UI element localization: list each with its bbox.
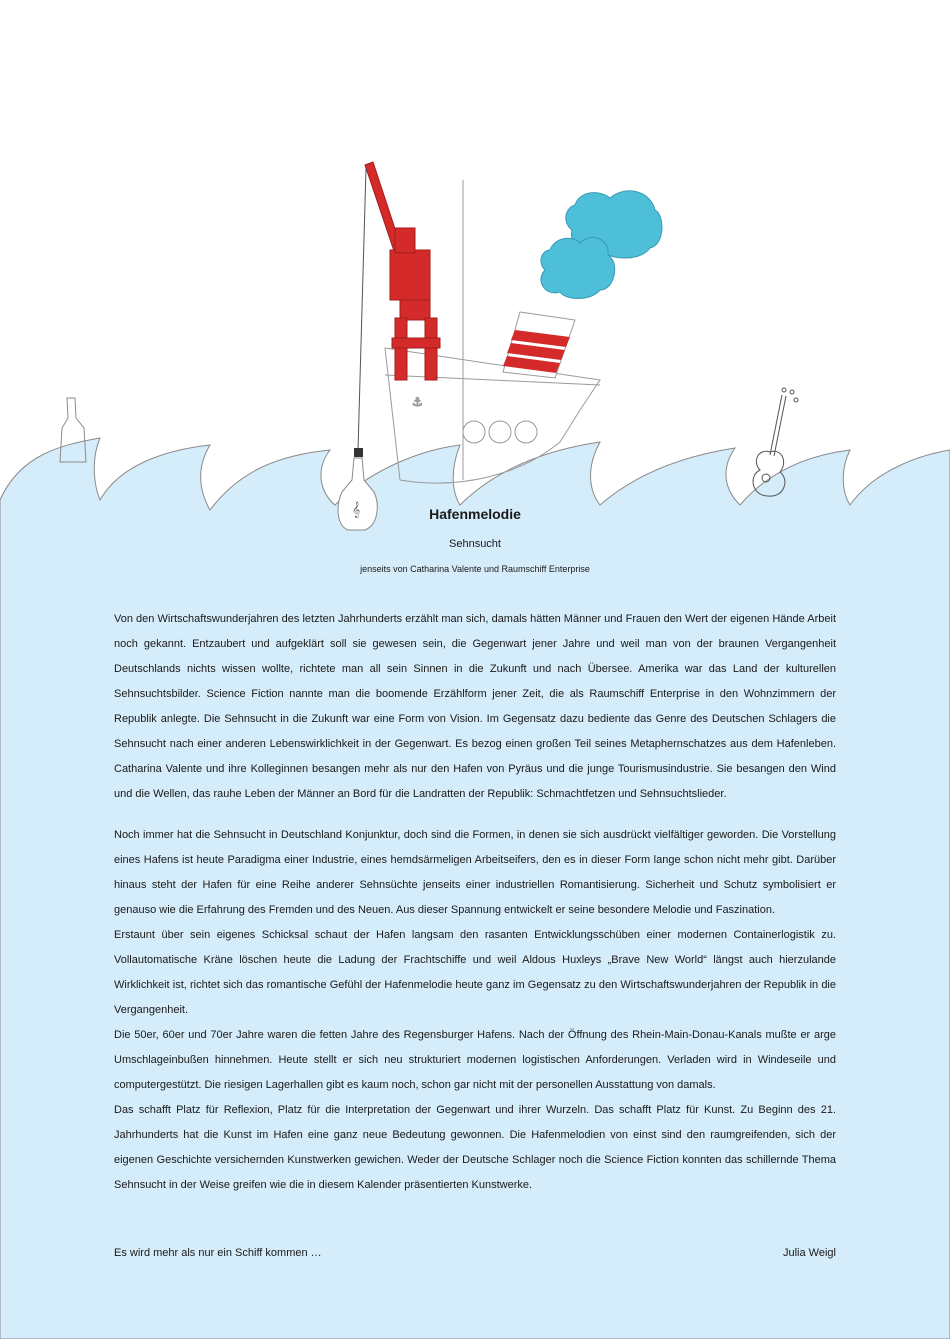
ship-funnel: [503, 312, 575, 378]
page-subtitle: Sehnsucht: [449, 538, 501, 550]
crane-cable: [358, 168, 366, 450]
svg-text:⚓: ⚓: [412, 395, 423, 409]
svg-text:𝄞: 𝄞: [352, 501, 361, 517]
author-name: Julia Weigl: [783, 1247, 836, 1259]
crane-hook: [354, 448, 363, 457]
paragraph: Von den Wirtschaftswunderjahren des letzten Jahrhunderts erzählt man sich, damals hätten Männer und Frauen den Wert der eigenen Hände Arbeit noch gekannt. Entzaubert und aufgeklärt soll sie gewesen sein, die Gegenwart jener Jahre und weil man von der braunen Vergangenheit Deutschlands nichts wissen wollte, richtete man all sein Sinnen in die Zukunft und nach Übersee. Amerika war das Land der kulturellen Sehnsuchtsbilder. Science Fiction nannte man die boomende Erzählform jener Zeit, die als Raumschiff Enterprise in den Wohnzimmern der Republik anlegte. Die Sehnsucht in die Zukunft war eine Form von Vision. Im Gegensatz dazu bediente das Genre des Deutschen Schlagers die Sehnsucht nach einer anderen Lebenswirklichkeit in der Gegenwart. Es bezog einen großen Teil seines Metaphernschatzes aus dem Hafenleben. Catharina Valente und ihre Kolleginnen besangen mehr als nur den Hafen von Pyräus und die junge Tourismusindustrie. Sie besangen den Wind und die Wellen, das rauhe Leben der Männer an Bord für die Landratten der Republik: Schmachtfetzen und Sehnsuchtslieder.: [114, 613, 836, 800]
closing-line: Es wird mehr als nur ein Schiff kommen …: [114, 1247, 322, 1259]
smoke-clouds: [541, 191, 662, 299]
article-body: [114, 607, 836, 1198]
paragraph: Das schafft Platz für Reflexion, Platz für die Interpretation der Gegenwart und ihrer Wurzeln. Das schafft Platz für Kunst. Zu Beginn des 21. Jahrhunderts hat die Kunst im Hafen eine ganz neue Bedeutung gewonnen. Die Hafenmelodien von einst sind den raumgreifenden, sich der eigenen Geschichte versichernden Kunstwerken gewichen. Weder der Deutsche Schlager noch die Science Fiction konnten das schillernde Thema Sehnsucht in der Weise greifen wie die in diesem Kalender präsentierten Kunstwerke.: [114, 1104, 836, 1191]
paragraph: Erstaunt über sein eigenes Schicksal schaut der Hafen langsam den rasanten Entwicklungsschüben einer modernen Containerlogistik zu. Vollautomatische Kräne löschen heute die Ladung der Frachtschiffe und weil Aldous Huxleys „Brave New World“ längst auch hierzulande Wirklichkeit ist, richtet sich das romantische Gefühl der Hafenmelodie heute ganz im Gegensatz zu den Wirtschaftswunderjahren der Republik in die Vergangenheit.: [114, 929, 836, 1016]
page-title: Hafenmelodie: [429, 506, 521, 522]
paragraph: Die 50er, 60er und 70er Jahre waren die fetten Jahre des Regensburger Hafens. Nach der Öffnung des Rhein-Main-Donau-Kanals mußte er arge Umschlageinbußen hinnehmen. Heute stellt er sich neu strukturiert modernen logistischen Anforderungen. Verladen wird in Windeseile und computergestützt. Die riesigen Lagerhallen gibt es kaum noch, schon gar nicht mit der personellen Ausstattung von damals.: [114, 1029, 836, 1091]
paragraph: Noch immer hat die Sehnsucht in Deutschland Konjunktur, doch sind die Formen, in denen sie sich ausdrückt vielfältiger geworden. Die Vorstellung eines Hafens ist heute Paradigma einer Industrie, eines hemdsärmeligen Arbeitseifers, den es in dieser Form lange schon nicht mehr gibt. Darüber hinaus steht der Hafen für eine Reihe anderer Sehnsüchte jenseits einer industriellen Romantisierung. Sicherheit und Schutz symbolisiert er genauso wie die Erfahrung des Fremden und des Neuen. Aus dieser Spannung entwickelt er seine besondere Melodie und Faszination.: [114, 829, 836, 916]
page-tagline: jenseits von Catharina Valente und Raumschiff Enterprise: [360, 564, 590, 574]
harbor-crane: [365, 162, 440, 380]
